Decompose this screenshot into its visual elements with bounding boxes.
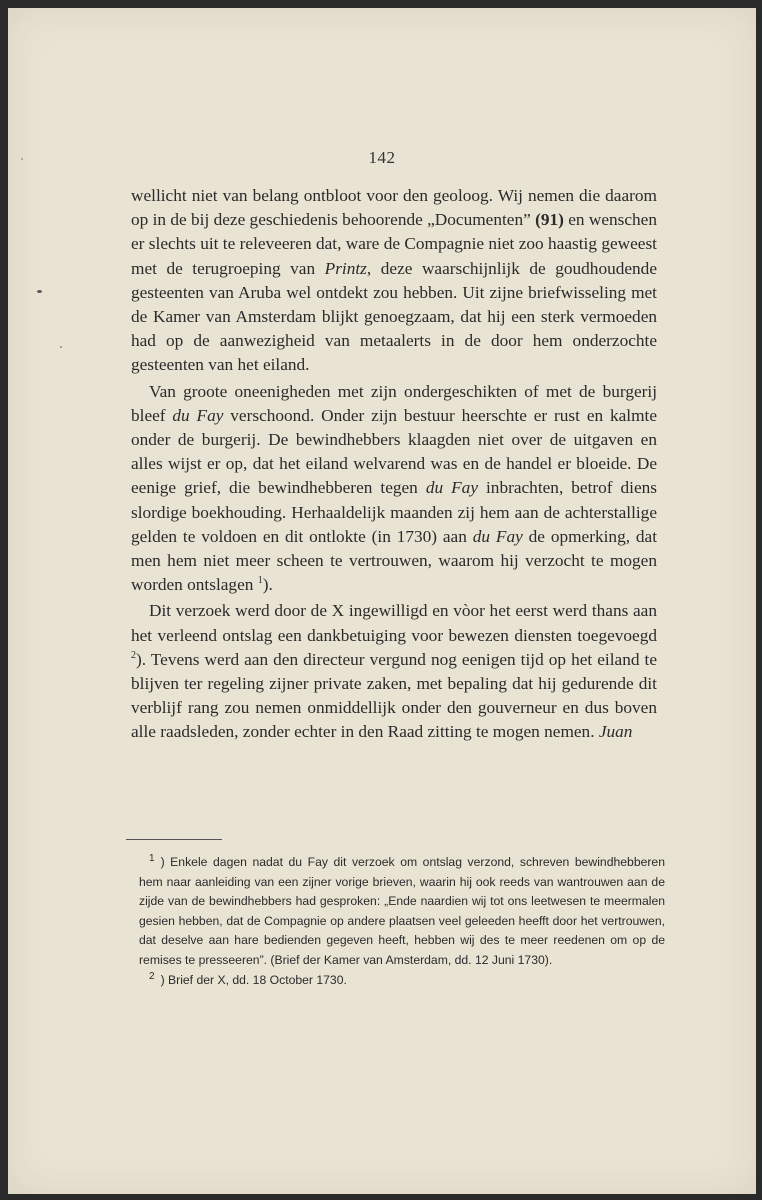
- footnote-1: [139, 853, 665, 971]
- text-segment: Printz: [324, 258, 367, 278]
- footnote-2-text: ) Brief der X, dd. 18 October 1730.: [160, 972, 347, 987]
- footnotes: [139, 853, 665, 990]
- text-segment: du Fay: [172, 405, 224, 425]
- footnote-2-marker: 2: [149, 970, 155, 982]
- paper-speck: [37, 290, 42, 293]
- text-segment: ).: [262, 575, 273, 595]
- text-segment: en wenschen er slechts uit te releveeren dat, ware de Compagnie niet zoo haastig geweest met de terugroeping van: [131, 210, 657, 278]
- footnote-1-text: ) Enkele dagen nadat du Fay dit verzoek om ontslag verzond, schreven bewindhebberen hem naar aanleiding van een zijner vorige brieven, waarin hij ook reeds van wantrouwen aan de zijde van de bewindhebbers had gesproken: „Ende naardien wij tot ons leetwesen te meermalen gesien hebben, dat de Compagnie op andere plaatsen veel geleeden heefft door het vertrouwen, dat deselve aan hare bedienden gegeven heeft, hebben wij des te meer reedenen om op de remises te presseeren”. (Brief der Kamer van Amsterdam, dd. 12 Juni 1730).: [139, 855, 665, 967]
- text-segment: du Fay: [472, 526, 523, 546]
- book-page: [8, 8, 756, 1194]
- text-segment: , deze waarschijnlijk de goudhoudende gesteenten van Aruba wel ontdekt zou hebben. Uit zijne briefwisseling met de Kamer van Amsterdam blijkt genoegzaam, dat hij een sterk vermoeden had op de aanwezigheid van metaalerts in de door hem onderzochte gesteenten van het eiland.: [131, 258, 657, 375]
- paper-speck: [60, 346, 62, 348]
- page-number: 142: [368, 148, 396, 167]
- paper-speck: [21, 158, 23, 160]
- text-segment: (91): [535, 210, 564, 230]
- text-segment: 1: [257, 575, 263, 587]
- text-segment: inbrachten, betrof diens slordige boekhouding. Herhaaldelijk maanden zij hem aan de achterstallige gelden te voldoen en dit ontlokte (in 1730) aan: [131, 478, 658, 546]
- footnote-divider: [126, 839, 222, 840]
- text-segment: 2: [131, 650, 136, 662]
- footnote-1-marker: 1: [149, 852, 155, 864]
- text-segment: verschoond. Onder zijn bestuur heerschte er rust en kalmte onder de burgerij. De bewindhebbers klaagden niet over de uitgaven en alles wijst er op, dat het eiland welvarend was en de handel er bloeide. De eenige grief, die bewindhebberen tegen: [131, 405, 658, 498]
- text-segment: Dit verzoek werd door de X ingewilligd en vòor het eerst werd thans aan het verleend ontslag een dankbetuiging voor bewezen diensten toegevoegd: [131, 601, 657, 645]
- paragraph-3: [131, 599, 657, 744]
- paragraph-1: [131, 184, 657, 378]
- main-text: [131, 184, 657, 745]
- text-segment: ). Tevens werd aan den directeur vergund nog eenigen tijd op het eiland te blijven ter regeling zijner private zaken, met bepaling dat hij gedurende dit verblijf rang zou nemen onmiddellijk onder den gouverneur en dus boven alle raadsleden, zonder echter in den Raad zitting te mogen nemen.: [131, 649, 657, 742]
- footnote-2: [139, 971, 665, 991]
- text-segment: Van groote oneenigheden met zijn ondergeschikten of met de burgerij bleef: [131, 381, 657, 425]
- paragraph-2: [131, 380, 657, 598]
- text-segment: de opmerking, dat men hem niet meer scheen te vertrouwen, waarom hij verzocht te mogen worden ontslagen: [131, 526, 658, 595]
- text-segment: Juan: [598, 722, 633, 742]
- text-segment: du Fay: [425, 478, 478, 498]
- text-segment: wellicht niet van belang ontbloot voor den geoloog. Wij nemen die daarom op in de bij deze geschiedenis behoorende „Documenten”: [131, 186, 657, 230]
